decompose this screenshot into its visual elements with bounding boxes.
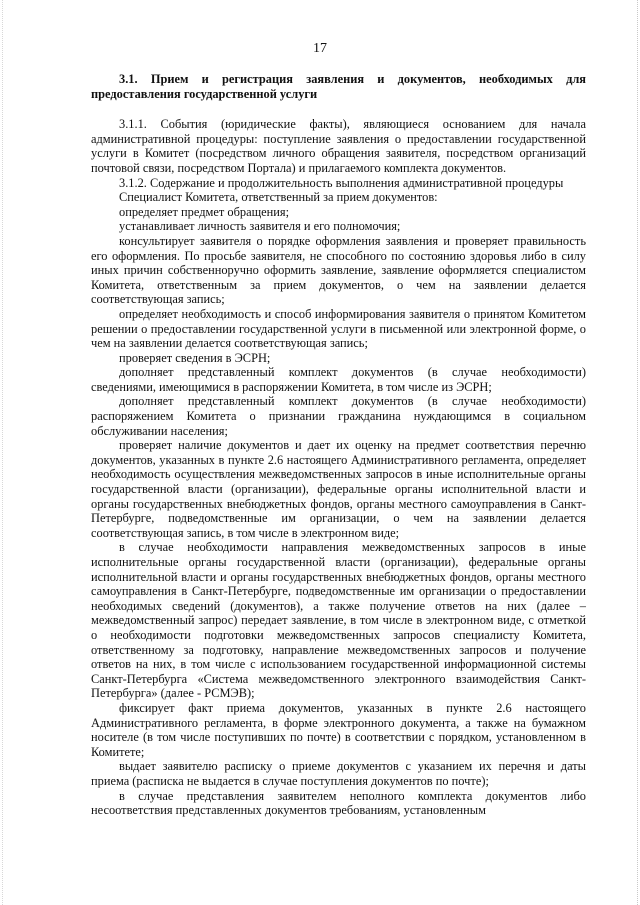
paragraph-informing: определяет необходимость и способ информирования заявителя о принятом Комитетом решении о предоставлении государственной услуги в письменной или электронной форме, о чем на заявлении делается соответствующая запись; [91, 306, 586, 351]
scan-edge-left [0, 0, 3, 905]
section-heading: 3.1. Прием и регистрация заявления и документов, необходимых для предоставления государственной услуги [91, 72, 586, 101]
paragraph-record-receipt: фиксирует факт приема документов, указанных в пункте 2.6 настоящего Административного регламента, в форме электронного документа, а также на бумажном носителе (в том числе поступивших по почте) в соответствии с порядком, установленном в Комитете; [91, 700, 586, 759]
document-body [91, 72, 586, 818]
paragraph-interagency-requests: в случае необходимости направления межведомственных запросов в иные исполнительные органы государственной власти (организации), федеральные органы исполнительной власти и органы государственных внебюджетных фондов, органы местного самоуправления в Санкт-Петербурге, подведомственные им организации о предоставлении необходимых сведений (документов), а также получение ответов на них (далее – межведомственный запрос) передает заявление, в том числе в электронном виде, с отметкой о необходимости подготовки межведомственных запросов специалисту Комитета, ответственному за подготовку, направление межведомственных запросов и получение ответов на них, в том числе с использованием государственной информационной системы Санкт-Петербурга «Система межведомственного электронного взаимодействия Санкт-Петербурга» (далее - РСМЭВ); [91, 540, 586, 701]
paragraph-specialist: Специалист Комитета, ответственный за прием документов: [119, 190, 438, 205]
paragraph-issue-receipt: выдает заявителю расписку о приеме документов с указанием их перечня и даты приема (расписка не выдается в случае поступления документов по почте); [91, 759, 586, 788]
paragraph-3-1-2: 3.1.2. Содержание и продолжительность выполнения административной процедуры [119, 175, 564, 190]
paragraph-document-check: проверяет наличие документов и дает их оценку на предмет соответствия перечню документов, указанных в пункте 2.6 настоящего Административного регламента, определяет необходимость осуществления межведомственных запросов в иные исполнительные органы государственной власти (организации), федеральные органы исполнительной власти и органы государственных внебюджетных фондов, органы местного самоуправления в Санкт-Петербурге, подведомственные им организации, о чем на заявлении делается соответствующая запись, в том числе в электронном виде; [91, 438, 586, 540]
paragraph-incomplete-set: в случае представления заявителем неполного комплекта документов либо несоответствия представленных документов требованиям, установленным [91, 788, 586, 818]
paragraph-subject: определяет предмет обращения; [119, 204, 290, 219]
paragraph-3-1-1: 3.1.1. События (юридические факты), являющиеся основанием для начала административной процедуры: поступление заявления о предоставлении государственной услуги в Комитет (посредством личного обращения заявителя, посредством организаций почтовой связи, посредством Портала) и прилагаемого комплекта документов. [91, 117, 586, 175]
page-number: 17 [313, 41, 327, 56]
paragraph-supplement-order: дополняет представленный комплект документов (в случае необходимости) распоряжением Комитета о признании гражданина нуждающимся в социальном обслуживании населения; [91, 394, 586, 438]
paragraph-identity: устанавливает личность заявителя и его полномочия; [119, 219, 401, 234]
paragraph-consults: консультирует заявителя о порядке оформления заявления и проверяет правильность его оформления. По просьбе заявителя, не способного по состоянию здоровья либо в силу иных причин собственноручно оформить заявление, заявление оформляется специалистом Комитета, ответственным за прием документов, о чем на заявлении делается соответствующая запись; [91, 233, 586, 307]
paragraph-supplement-esrn: дополняет представленный комплект документов (в случае необходимости) сведениями, имеющимися в распоряжении Комитета, в том числе из ЭСРН; [91, 365, 586, 394]
paragraph-esrn-check: проверяет сведения в ЭСРН; [119, 350, 271, 365]
